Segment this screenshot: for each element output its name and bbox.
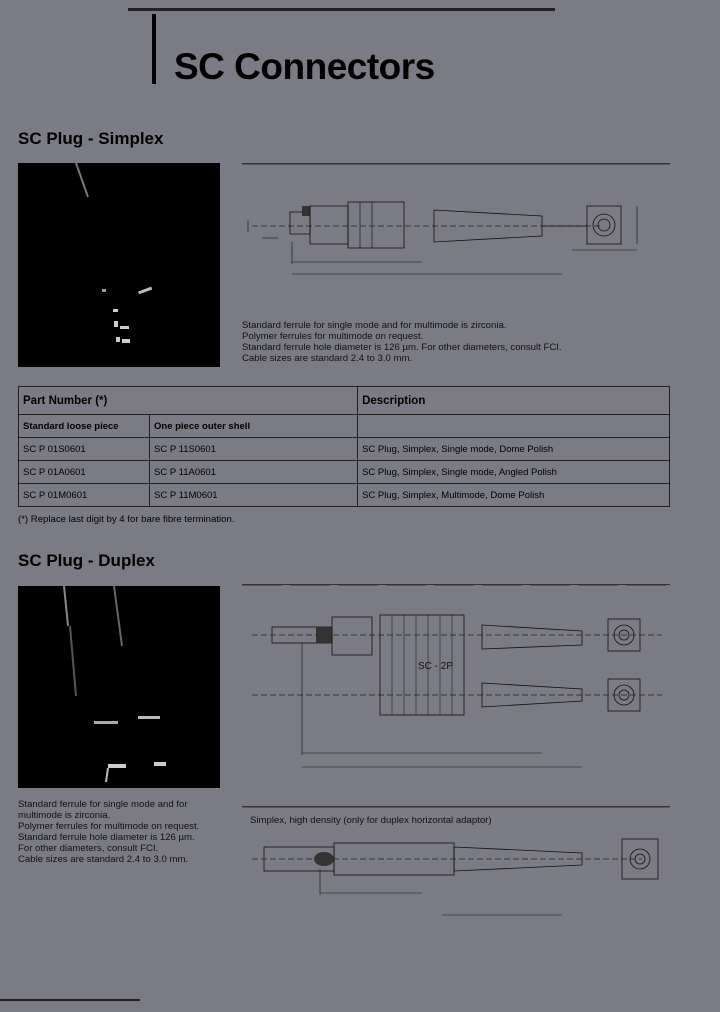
table-cell: SC P 11A0601 [150,461,358,484]
simplex-note-line: Standard ferrule for single mode and for multimode is zirconia. [242,320,507,331]
duplex-note-line: Standard ferrule for single mode and for [18,799,188,810]
table-cell: SC P 01S0601 [19,438,150,461]
parts-table [18,386,670,507]
simplex-note-line: Standard ferrule hole diameter is 126 µm. For other diameters, consult FCI. [242,342,562,353]
table-cell: SC P 11S0601 [150,438,358,461]
table-cell: SC Plug, Simplex, Single mode, Angled Polish [358,461,670,484]
duplex-drawing [242,584,670,785]
table-cell: SC Plug, Simplex, Single mode, Dome Polish [358,438,670,461]
simplex-photo [18,163,220,367]
duplex-note-line: multimode is zirconia. [18,810,111,821]
table-header-part: Part Number (*) [19,387,358,415]
duplex-drawing-label: SC - 2P [418,661,454,672]
table-sub-loose: Standard loose piece [19,415,150,438]
simplex-note-line: Polymer ferrules for multimode on request. [242,331,424,342]
simplex-drawing-svg [242,164,670,304]
hd-drawing-svg [242,807,670,937]
top-rule [128,8,555,11]
table-row [19,461,670,484]
duplex-drawing-svg [242,585,670,785]
table-footnote: (*) Replace last digit by 4 for bare fibre termination. [18,514,235,525]
duplex-note-line: Standard ferrule hole diameter is 126 µm. [18,832,195,843]
duplex-note-line: Polymer ferrules for multimode on request. [18,821,200,832]
simplex-photo-art [18,163,220,367]
table-row [19,484,670,507]
duplex-notes [18,799,199,865]
simplex-notes [242,320,562,364]
table-header-desc: Description [358,387,670,415]
duplex-note-line: Cable sizes are standard 2.4 to 3.0 mm. [18,854,189,865]
table-sub-one: One piece outer shell [150,415,358,438]
table-cell: SC P 11M0601 [150,484,358,507]
table-cell: SC P 01M0601 [19,484,150,507]
simplex-drawing [242,163,670,304]
duplex-heading: SC Plug - Duplex [18,551,155,570]
hd-drawing [242,806,670,937]
title-bar [152,14,156,84]
hd-caption: Simplex, high density (only for duplex horizontal adaptor) [250,815,492,826]
table-row [19,438,670,461]
duplex-photo-art [18,586,220,788]
duplex-note-line: For other diameters, consult FCI. [18,843,159,854]
simplex-note-line: Cable sizes are standard 2.4 to 3.0 mm. [242,353,413,364]
simplex-heading: SC Plug - Simplex [18,129,164,148]
page-title: SC Connectors [174,46,435,87]
table-cell: SC Plug, Simplex, Multimode, Dome Polish [358,484,670,507]
table-sub-empty [358,415,670,438]
table-cell: SC P 01A0601 [19,461,150,484]
duplex-photo [18,586,220,788]
bottom-rule [0,999,140,1001]
